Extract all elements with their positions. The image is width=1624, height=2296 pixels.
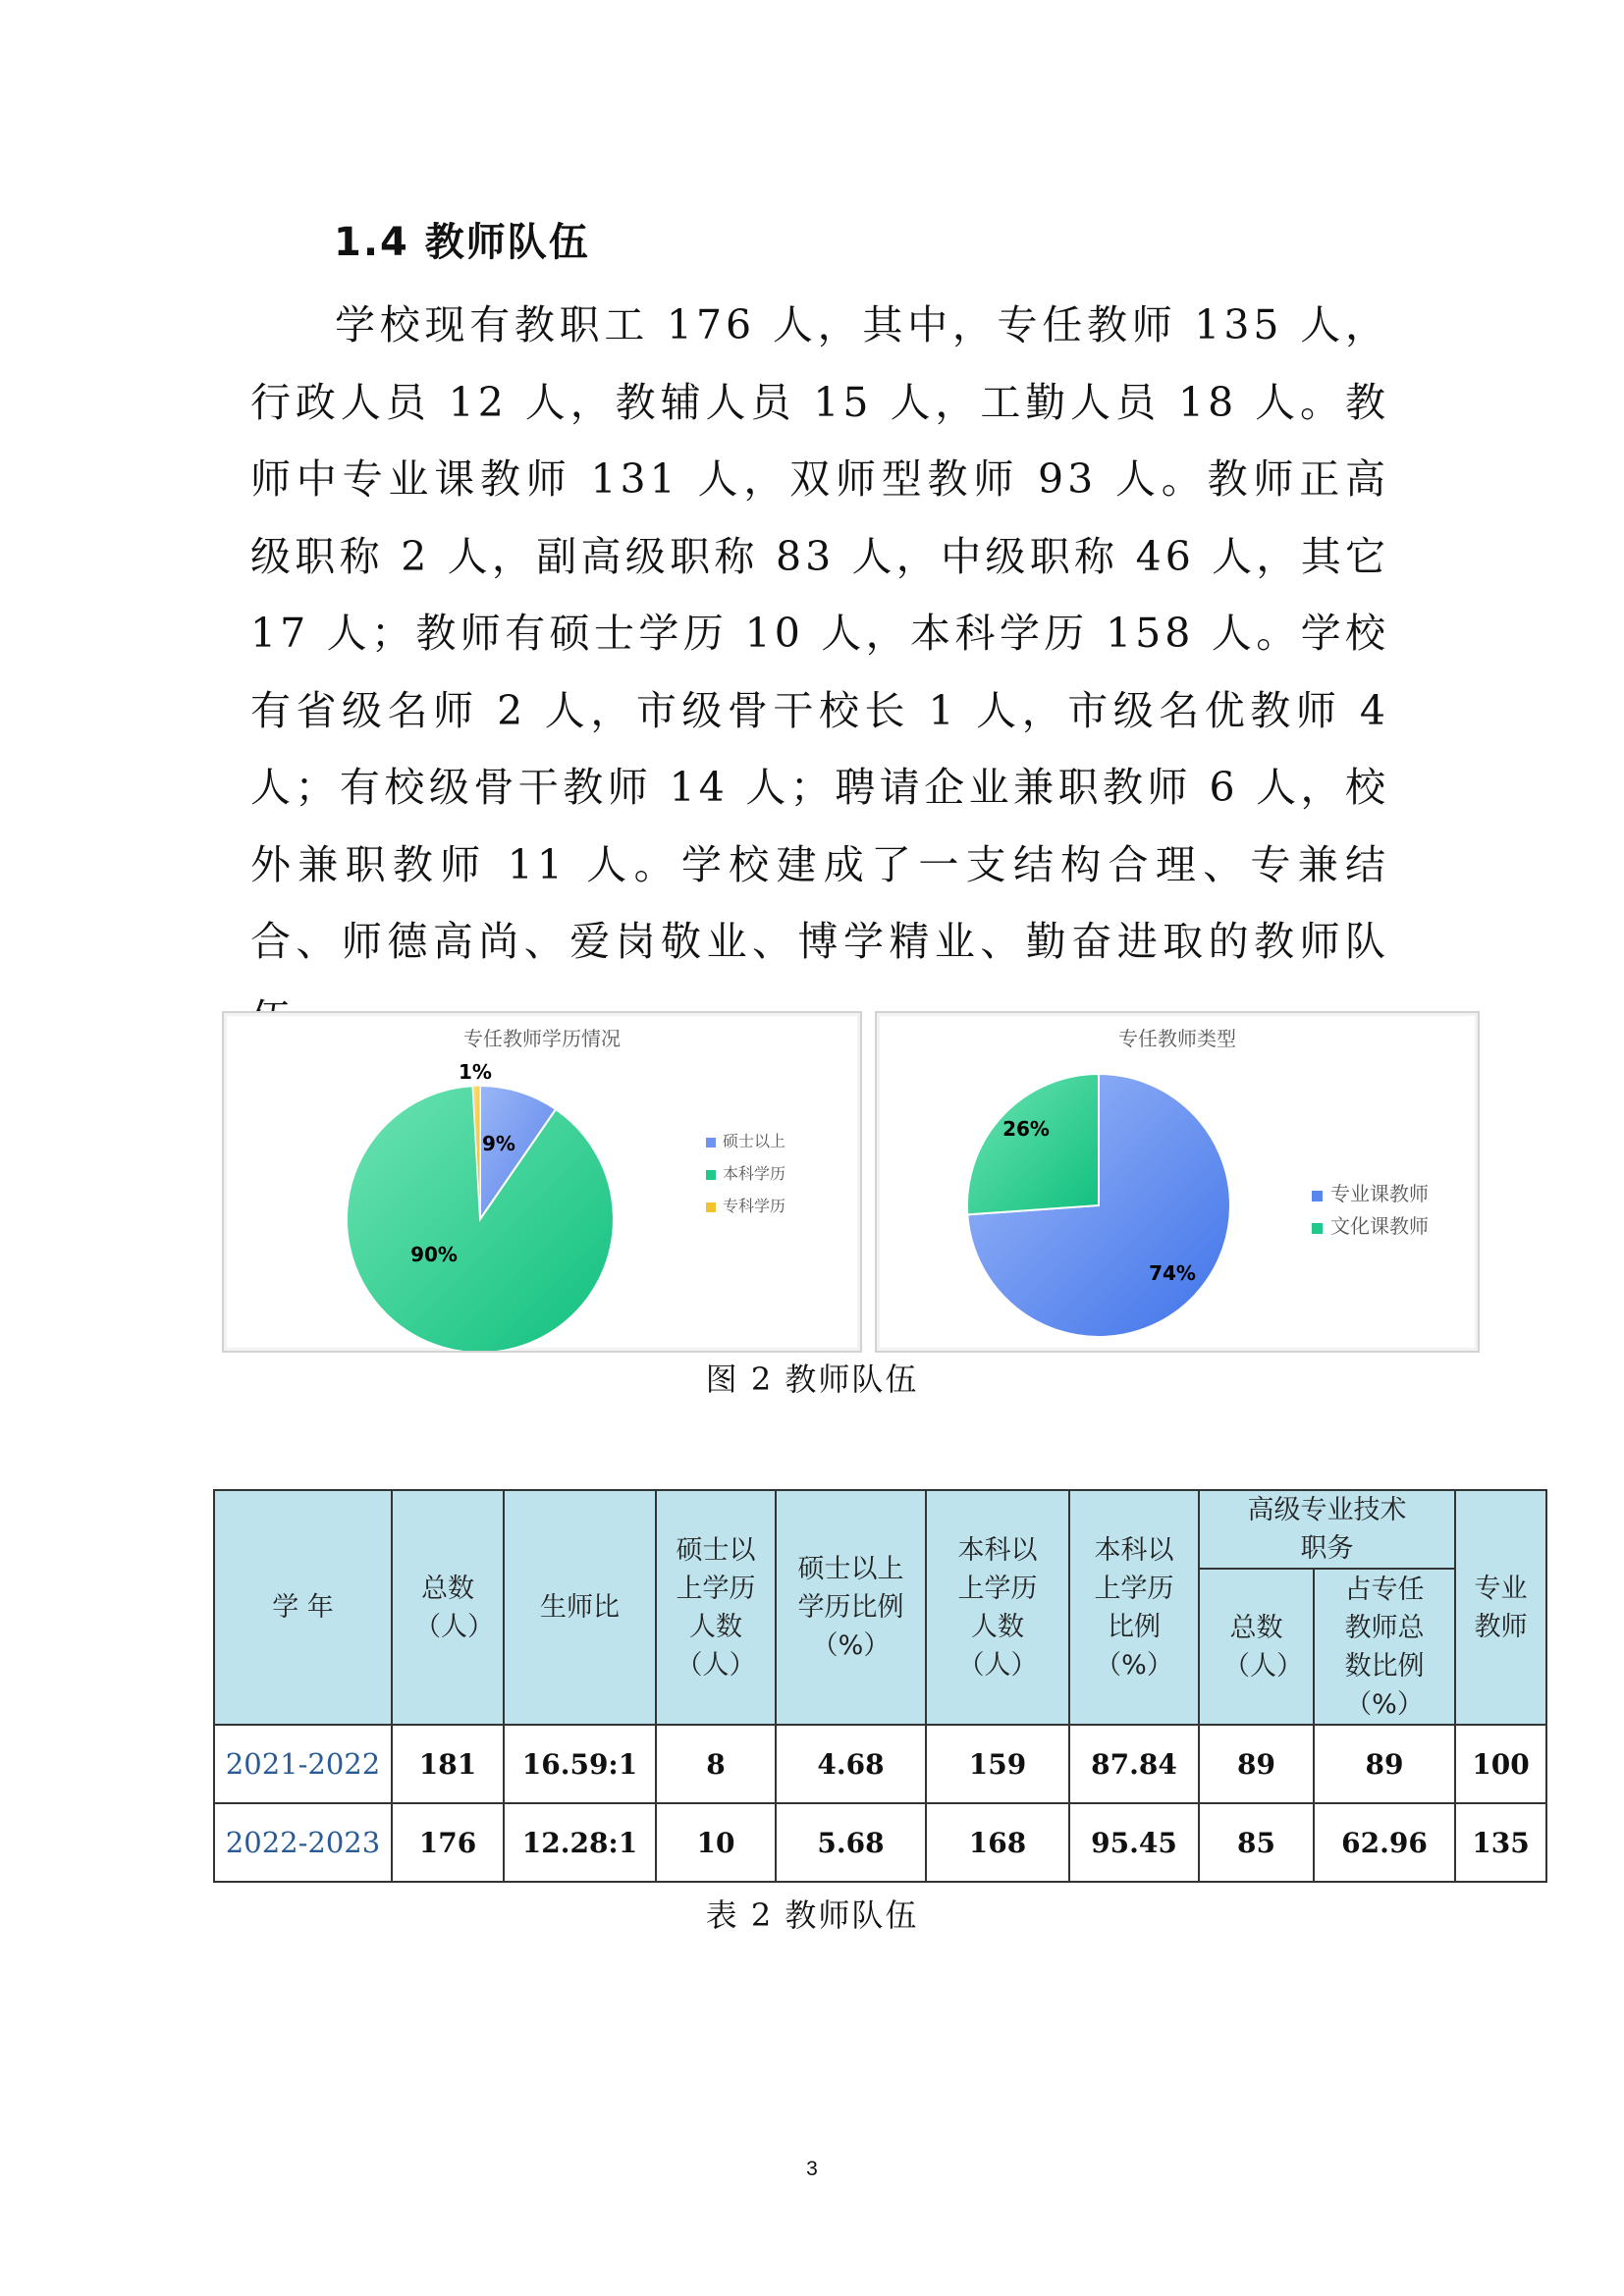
cell-bachelor-pct: 95.45: [1069, 1803, 1199, 1882]
legend-marker-specialty: [1312, 1191, 1323, 1201]
cell-total: 176: [392, 1803, 504, 1882]
cell-specialty: 135: [1455, 1803, 1546, 1882]
header-year: 学 年: [214, 1490, 392, 1725]
pie-label-college: 1%: [459, 1060, 492, 1084]
cell-senior-pct: 89: [1314, 1725, 1455, 1803]
pie-label-specialty: 74%: [1149, 1261, 1196, 1285]
header-bachelor-pct: 本科以上学历比例（%）: [1069, 1490, 1199, 1725]
page-number: 3: [806, 2158, 818, 2180]
legend-label-culture: 文化课教师: [1330, 1214, 1429, 1238]
education-pie-chart: [222, 1011, 862, 1353]
teacher-table: [213, 1489, 1547, 1883]
teacher-type-pie-chart: [875, 1011, 1480, 1353]
legend-marker-college: [706, 1202, 716, 1212]
pie-label-culture: 26%: [1002, 1117, 1050, 1141]
table-row: [214, 1803, 1546, 1882]
header-master-count: 硕士以上学历人数（人）: [656, 1490, 776, 1725]
cell-master-count: 8: [656, 1725, 776, 1803]
body-paragraph: 学校现有教职工 176 人，其中，专任教师 135 人，行政人员 12 人，教辅人员 15 人，工勤人员 18 人。教师中专业课教师 131 人，双师型教师 93 人。教师正高级职称 2 人，副高级职称 83 人，中级职称 46 人，其它 17 人；教师有硕士学历 10 人，本科学历 158 人。学校有省级名师 2 人，市级骨干校长 1 人，市级名优教师 4 人；有校级骨干教师 14 人；聘请企业兼职教师 6 人，校外兼职教师 11 人。学校建成了一支结构合理、专兼结合、师德高尚、爱岗敬业、博学精业、勤奋进取的教师队: [250, 301, 1389, 965]
cell-bachelor-count: 159: [926, 1725, 1069, 1803]
cell-ratio: 16.59:1: [504, 1725, 656, 1803]
legend-marker-bachelor: [706, 1170, 716, 1180]
cell-year: 2022-2023: [214, 1803, 392, 1882]
pie-label-master: 9%: [482, 1132, 515, 1155]
legend-marker-master: [706, 1138, 716, 1148]
pie-label-bachelor: 90%: [410, 1243, 458, 1266]
cell-senior-total: 89: [1199, 1725, 1314, 1803]
header-total: 总数（人）: [392, 1490, 504, 1725]
legend-label-bachelor: 本科学历: [723, 1164, 786, 1183]
header-senior-total: 总数（人）: [1199, 1569, 1314, 1725]
legend-label-master: 硕士以上: [723, 1132, 786, 1150]
header-senior-group: 高级专业技术职务: [1199, 1490, 1455, 1569]
cell-bachelor-count: 168: [926, 1803, 1069, 1882]
header-specialty: 专业教师: [1455, 1490, 1546, 1725]
cell-senior-pct: 62.96: [1314, 1803, 1455, 1882]
cell-ratio: 12.28:1: [504, 1803, 656, 1882]
section-title: 1.4 教师队伍: [334, 220, 590, 265]
cell-total: 181: [392, 1725, 504, 1803]
legend-label-specialty: 专业课教师: [1330, 1182, 1429, 1205]
cell-year: 2021-2022: [214, 1725, 392, 1803]
cell-master-pct: 4.68: [776, 1725, 926, 1803]
cell-senior-total: 85: [1199, 1803, 1314, 1882]
header-senior-pct: 占专任教师总数比例（%）: [1314, 1569, 1455, 1725]
header-master-pct: 硕士以上学历比例（%）: [776, 1490, 926, 1725]
header-bachelor-count: 本科以上学历人数（人）: [926, 1490, 1069, 1725]
legend-marker-culture: [1312, 1223, 1323, 1234]
cell-bachelor-pct: 87.84: [1069, 1725, 1199, 1803]
figure-caption: 图 2 教师队伍: [705, 1361, 919, 1398]
chart-title: 专任教师类型: [1118, 1027, 1236, 1050]
cell-master-count: 10: [656, 1803, 776, 1882]
legend-label-college: 专科学历: [723, 1197, 786, 1215]
cell-master-pct: 5.68: [776, 1803, 926, 1882]
chart-title: 专任教师学历情况: [463, 1027, 621, 1050]
table-row: [214, 1725, 1546, 1803]
table-caption: 表 2 教师队伍: [705, 1896, 919, 1934]
cell-specialty: 100: [1455, 1725, 1546, 1803]
pie-slice-culture: [967, 1074, 1099, 1214]
header-ratio: 生师比: [504, 1490, 656, 1725]
